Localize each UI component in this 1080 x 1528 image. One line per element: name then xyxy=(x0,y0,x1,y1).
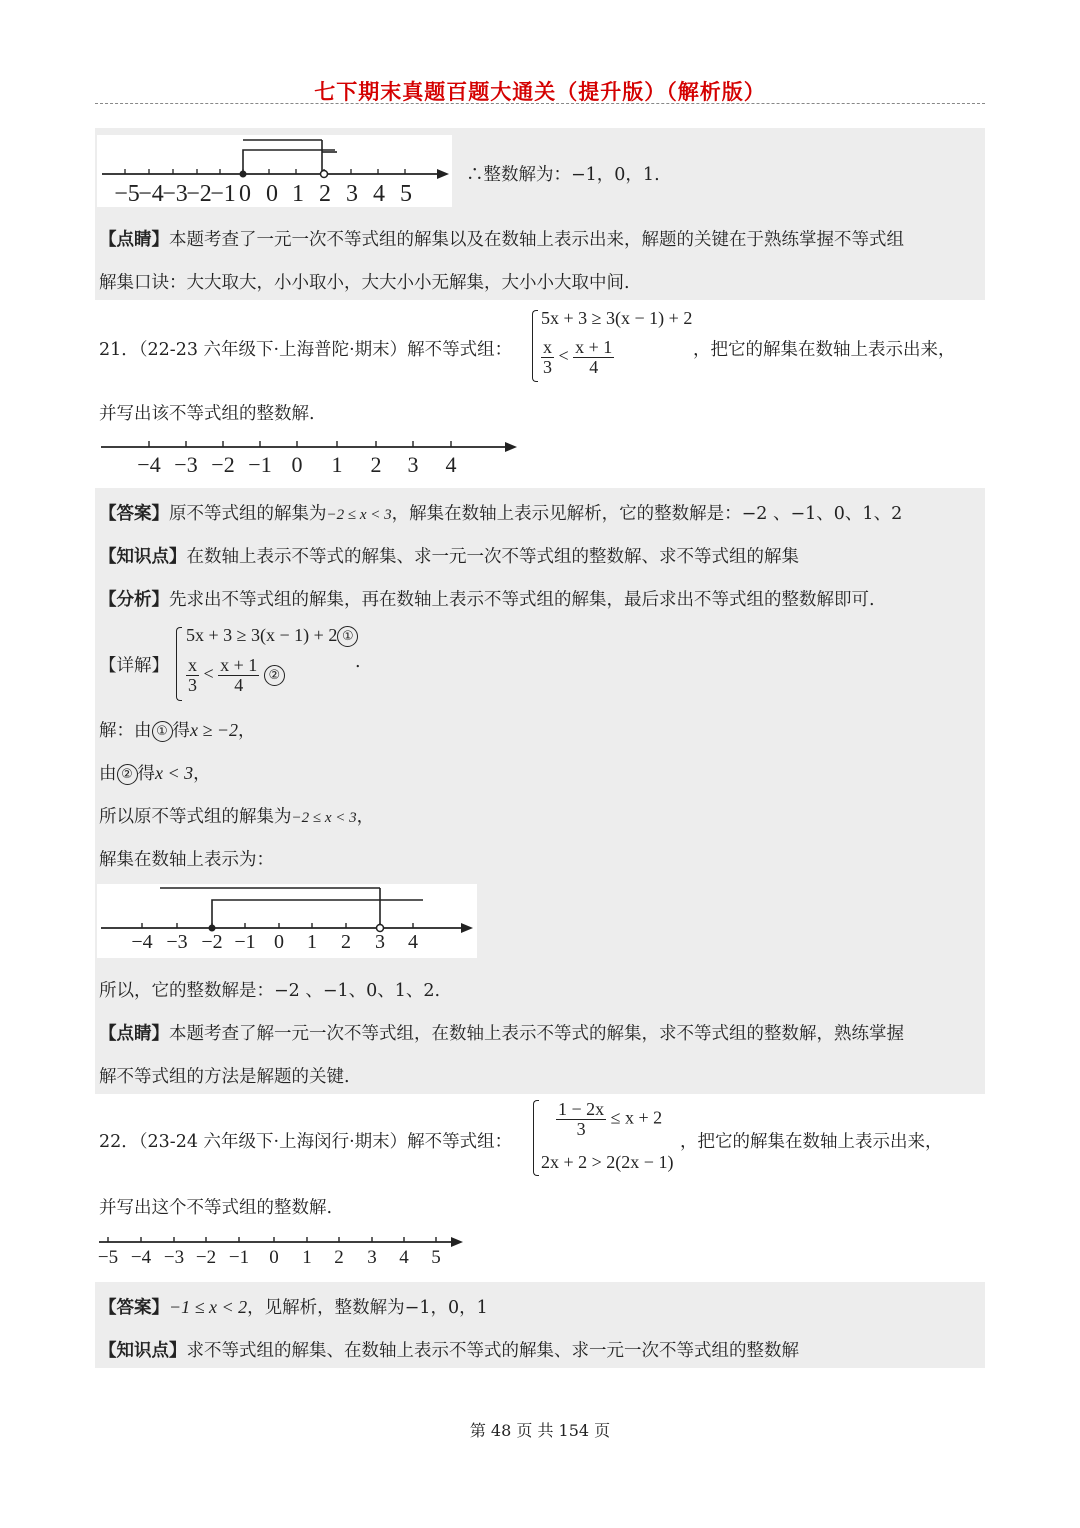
axis-tick-label: 3 xyxy=(346,181,358,207)
operator: < xyxy=(203,663,214,684)
answer-text: ，见解析，整数解为−1，0，1 xyxy=(247,1298,488,1318)
frac-num: x + 1 xyxy=(575,337,613,357)
q20-number-line xyxy=(97,135,452,207)
q21-system-brace xyxy=(532,310,538,382)
axis-tick-label: −5 xyxy=(114,181,140,207)
circled-two-mark: ② xyxy=(117,764,138,785)
axis-tick-label: 2 xyxy=(370,452,382,477)
q20-integer-solution: ∴整数解为：−1，0，1. xyxy=(466,165,660,185)
frac-den: 3 xyxy=(576,1119,586,1139)
q21-stem-tail: ，把它的解集在数轴上表示出来， xyxy=(693,340,956,360)
axis-tick-label: 4 xyxy=(445,452,457,477)
step-comma: ， xyxy=(193,764,211,784)
axis-tick-label: 3 xyxy=(375,931,385,953)
axis-tick-label: −3 xyxy=(166,931,188,953)
axis-tick-label: 2 xyxy=(319,181,331,207)
axis-tick-label: 2 xyxy=(341,931,351,953)
detail-eq1-text: 5x + 3 ≥ 3(x − 1) + 2 xyxy=(186,625,338,645)
q21-eq1: 5x + 3 ≥ 3(x − 1) + 2 xyxy=(541,308,693,328)
detail-system-brace xyxy=(176,627,182,701)
page-header-title: 七下期末真题百题大通关（提升版）（解析版） xyxy=(314,79,766,104)
q21-blank-number-line xyxy=(97,434,527,480)
frac-num: x + 1 xyxy=(220,655,258,675)
answer-tag: 【答案】 xyxy=(99,1298,169,1318)
axis-tick-label: 3 xyxy=(407,452,419,477)
q21-solution-number-line xyxy=(97,884,477,958)
axis-tick-label: 1 xyxy=(331,452,343,477)
answer-math: −1 ≤ x < 2 xyxy=(169,1297,248,1317)
axis-tick-label: 2 xyxy=(334,1247,344,1268)
dianjing-text: 本题考查了一元一次不等式组的解集以及在数轴上表示出来，解题的关键在于熟练掌握不等式组 xyxy=(169,230,904,250)
step-math: x ≥ −2 xyxy=(190,720,239,740)
axis-tick-label: 0 xyxy=(269,1247,279,1268)
axis-tick-label: −2 xyxy=(186,181,212,207)
dianjing-tag: 【点睛】 xyxy=(99,1024,169,1044)
q21-step3 xyxy=(99,803,374,828)
axis-tick-label: 1 xyxy=(302,1247,312,1268)
q22-knowledge xyxy=(99,1337,799,1362)
q20-dianjing-line2: 解集口诀：大大取大，小小取小，大大小小无解集，大小小大取中间. xyxy=(99,273,630,293)
circled-two-mark: ② xyxy=(264,665,285,686)
q21-detail-tag: 【详解】 xyxy=(99,656,169,676)
axis-arrow xyxy=(505,442,517,452)
eq1-right: ≤ x + 2 xyxy=(610,1107,663,1128)
q21-analysis xyxy=(99,586,875,611)
step-math: x < 3 xyxy=(155,763,194,783)
axis-tick-label: 0 xyxy=(239,181,251,207)
q20-dianjing-line1 xyxy=(99,226,904,251)
frac-num: x xyxy=(188,655,197,675)
q21-step1 xyxy=(99,717,256,742)
axis-tick-label: −3 xyxy=(174,452,198,477)
number-line-background xyxy=(97,884,477,958)
frac-num: x xyxy=(543,337,552,357)
axis-tick-label: −3 xyxy=(163,1247,185,1268)
q22-stem-line2: 并写出这个不等式组的整数解. xyxy=(99,1198,333,1218)
axis-tick-label: −4 xyxy=(131,931,153,953)
frac-den: 4 xyxy=(589,357,599,377)
q21-integers: 所以，它的整数解是：−2 、−1、0、1、2. xyxy=(99,981,441,1001)
dianjing-text: 本题考查了解一元一次不等式组，在数轴上表示不等式的解集，求不等式组的整数解，熟练掌握 xyxy=(169,1024,904,1044)
solid-endpoint xyxy=(240,171,247,178)
analysis-tag: 【分析】 xyxy=(99,590,169,610)
step-math: −2 ≤ x < 3 xyxy=(291,810,357,826)
step-comma: ， xyxy=(356,807,375,827)
dianjing-tag: 【点睛】 xyxy=(99,230,169,250)
q22-stem: 22．（23-24 六年级下·上海闵行·期末）解不等式组： xyxy=(99,1132,513,1152)
q21-stem: 21．（22-23 六年级下·上海普陀·期末）解不等式组： xyxy=(99,340,513,360)
q21-stem-line2: 并写出该不等式组的整数解. xyxy=(99,404,315,424)
axis-tick-label: 1 xyxy=(307,931,317,953)
axis-tick-label: −2 xyxy=(201,931,223,953)
frac-den: 3 xyxy=(543,357,552,377)
axis-arrow xyxy=(451,1237,463,1247)
axis-tick-label: −5 xyxy=(97,1247,119,1268)
circled-one-mark: ① xyxy=(337,626,358,647)
q21-solution-block xyxy=(95,488,985,1094)
detail-period: . xyxy=(355,652,361,672)
axis-tick-label: 0 xyxy=(266,181,278,207)
axis-tick-label: −4 xyxy=(137,452,161,477)
q22-answer xyxy=(99,1294,488,1319)
q22-stem-tail: ，把它的解集在数轴上表示出来， xyxy=(680,1132,943,1152)
step-text: 由 xyxy=(99,764,117,784)
step-text: 得 xyxy=(172,721,190,741)
answer-text: 原不等式组的解集为 xyxy=(169,504,327,524)
knowledge-text: 在数轴上表示不等式的解集、求一元一次不等式组的整数解、求不等式组的解集 xyxy=(186,547,799,567)
axis-tick-label: 3 xyxy=(367,1247,377,1268)
q21-dianjing-line2: 解不等式组的方法是解题的关键. xyxy=(99,1067,350,1087)
axis-tick-label: −1 xyxy=(234,931,256,953)
step-text: 解：由 xyxy=(99,721,152,741)
step-comma: ， xyxy=(238,721,256,741)
axis-tick-label: 4 xyxy=(399,1247,409,1268)
q22-blank-number-line xyxy=(95,1232,470,1272)
axis-tick-label: 4 xyxy=(373,181,385,207)
axis-tick-label: 5 xyxy=(431,1247,441,1268)
frac-num: 1 − 2x xyxy=(558,1099,605,1119)
axis-tick-label: −1 xyxy=(228,1247,250,1268)
knowledge-tag: 【知识点】 xyxy=(99,547,187,567)
axis-tick-label: 4 xyxy=(408,931,418,953)
axis-tick-label: 0 xyxy=(274,931,284,953)
analysis-text: 先求出不等式组的解集，再在数轴上表示不等式组的解集，最后求出不等式组的整数解即可. xyxy=(169,590,875,610)
frac-den: 3 xyxy=(188,675,197,695)
axis-tick-label: 5 xyxy=(400,181,412,207)
q22-system-brace xyxy=(533,1100,539,1176)
frac-den: 4 xyxy=(234,675,244,695)
hollow-endpoint xyxy=(321,171,328,178)
answer-text-b: ，解集在数轴上表示见解析，它的整数解是：−2 、−1、0、1、2 xyxy=(391,504,903,524)
axis-tick-label: 0 xyxy=(291,452,303,477)
circled-one-mark: ① xyxy=(152,721,173,742)
detail-eq2 xyxy=(186,656,285,695)
axis-tick-label: 1 xyxy=(292,181,304,207)
operator: < xyxy=(558,345,569,366)
q21-eq2 xyxy=(541,338,614,377)
q22-eq1 xyxy=(556,1100,662,1139)
axis-tick-label: −4 xyxy=(130,1247,152,1268)
knowledge-tag: 【知识点】 xyxy=(99,1341,187,1361)
page-footer: 第 48 页 共 154 页 xyxy=(469,1421,611,1440)
axis-tick-label: −4 xyxy=(138,181,164,207)
q21-answer xyxy=(99,500,902,525)
answer-math: −2 ≤ x < 3 xyxy=(326,507,392,523)
knowledge-text: 求不等式组的解集、在数轴上表示不等式的解集、求一元一次不等式组的整数解 xyxy=(186,1341,799,1361)
q21-step2 xyxy=(99,760,211,785)
q21-knowledge xyxy=(99,543,799,568)
header-divider xyxy=(95,103,985,104)
q22-eq2: 2x + 2 > 2(2x − 1) xyxy=(541,1152,674,1172)
answer-tag: 【答案】 xyxy=(99,504,169,524)
axis-tick-label: −3 xyxy=(162,181,188,207)
q21-dianjing-line1 xyxy=(99,1020,904,1045)
axis-tick-label: −2 xyxy=(195,1247,217,1268)
axis-tick-label: −1 xyxy=(248,452,272,477)
q21-step4: 解集在数轴上表示为： xyxy=(99,850,274,870)
axis-tick-label: −1 xyxy=(210,181,236,207)
detail-eq1 xyxy=(186,625,358,647)
step-text: 得 xyxy=(137,764,155,784)
step-text: 所以原不等式组的解集为 xyxy=(99,807,292,827)
axis-tick-label: −2 xyxy=(211,452,235,477)
